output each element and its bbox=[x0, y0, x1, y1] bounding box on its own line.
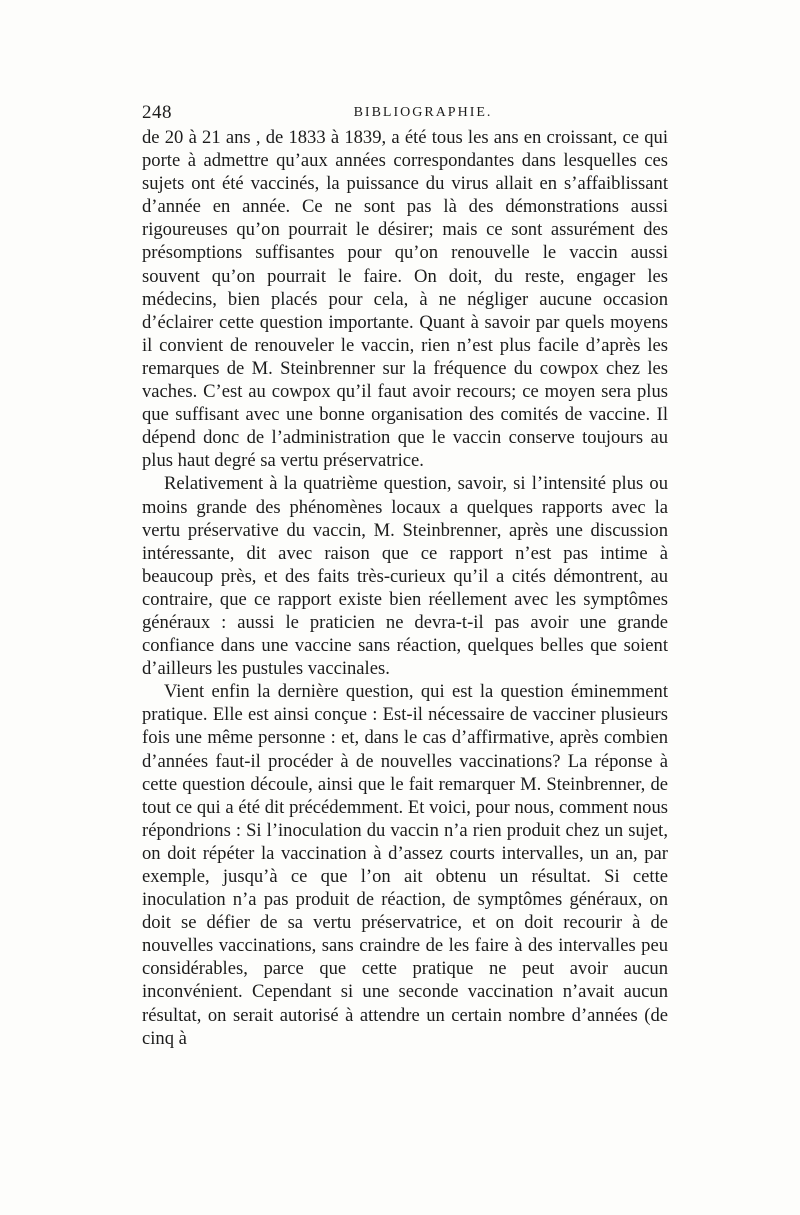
body-text bbox=[142, 126, 668, 1050]
running-head bbox=[142, 102, 664, 126]
paragraph-continued: de 20 à 21 ans , de 1833 à 1839, a été tous les ans en croissant, ce qui porte à admettre qu’aux années correspondantes dans lesquelles ces sujets ont été vaccinés, la puissance du virus allait en s’affaiblissant d’année en année. Ce ne sont pas là des démonstrations aussi rigoureuses qu’on pourrait le désirer; mais ce sont assurément des présomptions suffisantes pour qu’on renouvelle le vaccin aussi souvent qu’on pourrait le faire. On doit, du reste, engager les médecins, bien placés pour cela, à ne négliger aucune occasion d’éclairer cette question importante. Quant à savoir par quels moyens il convient de renouveler le vaccin, rien n’est plus facile d’après les remarques de M. Steinbrenner sur la fréquence du cowpox chez les vaches. C’est au cowpox qu’il faut avoir recours; ce moyen sera plus que suffisant avec une bonne organisation des comités de vaccine. Il dépend donc de l’administration que le vaccin conserve toujours au plus haut degré sa vertu préservatrice. bbox=[142, 127, 668, 472]
running-title: BIBLIOGRAPHIE. bbox=[353, 105, 493, 120]
paragraph-fourth-question: Relativement à la quatrième question, savoir, si l’intensité plus ou moins grande des phénomènes locaux a quelques rapports avec la vertu préservative du vaccin, M. Steinbrenner, après une discussion intéressante, dit avec raison que ce rapport n’est pas intime à beaucoup près, et des faits très-curieux qu’il a cités démontrent, au contraire, que ce rapport existe bien réellement avec les symptômes généraux : aussi le praticien ne devra-t-il pas avoir une grande confiance dans une vaccine sans réaction, quelques belles que soient d’ailleurs les pustules vaccinales. bbox=[142, 473, 668, 680]
paragraph-last-question: Vient enfin la dernière question, qui est la question éminemment pratique. Elle est ainsi conçue : Est-il nécessaire de vacciner plusieurs fois une même personne : et, dans le cas d’affirmative, après combien d’années faut-il procéder à de nouvelles vaccinations? La réponse à cette question découle, ainsi que le fait remarquer M. Steinbrenner, de tout ce qui a été dit précédemment. Et voici, pour nous, comment nous répondrions : Si l’inoculation du vaccin n’a rien produit chez un sujet, on doit répéter la vaccination à d’assez courts intervalles, un an, par exemple, jusqu’à ce que l’on ait obtenu un résultat. Si cette inoculation n’a pas produit de réaction, de symptômes généraux, on doit se défier de sa vertu préservatrice, et on doit recourir à de nouvelles vaccinations, sans craindre de les faire à des intervalles peu considérables, parce que cette pratique ne peut avoir aucun inconvénient. Cependant si une seconde vaccination n’avait aucun résultat, on serait autorisé à attendre un certain nombre d’années (de cinq à bbox=[142, 681, 668, 1049]
page-number: 248 bbox=[142, 102, 172, 123]
